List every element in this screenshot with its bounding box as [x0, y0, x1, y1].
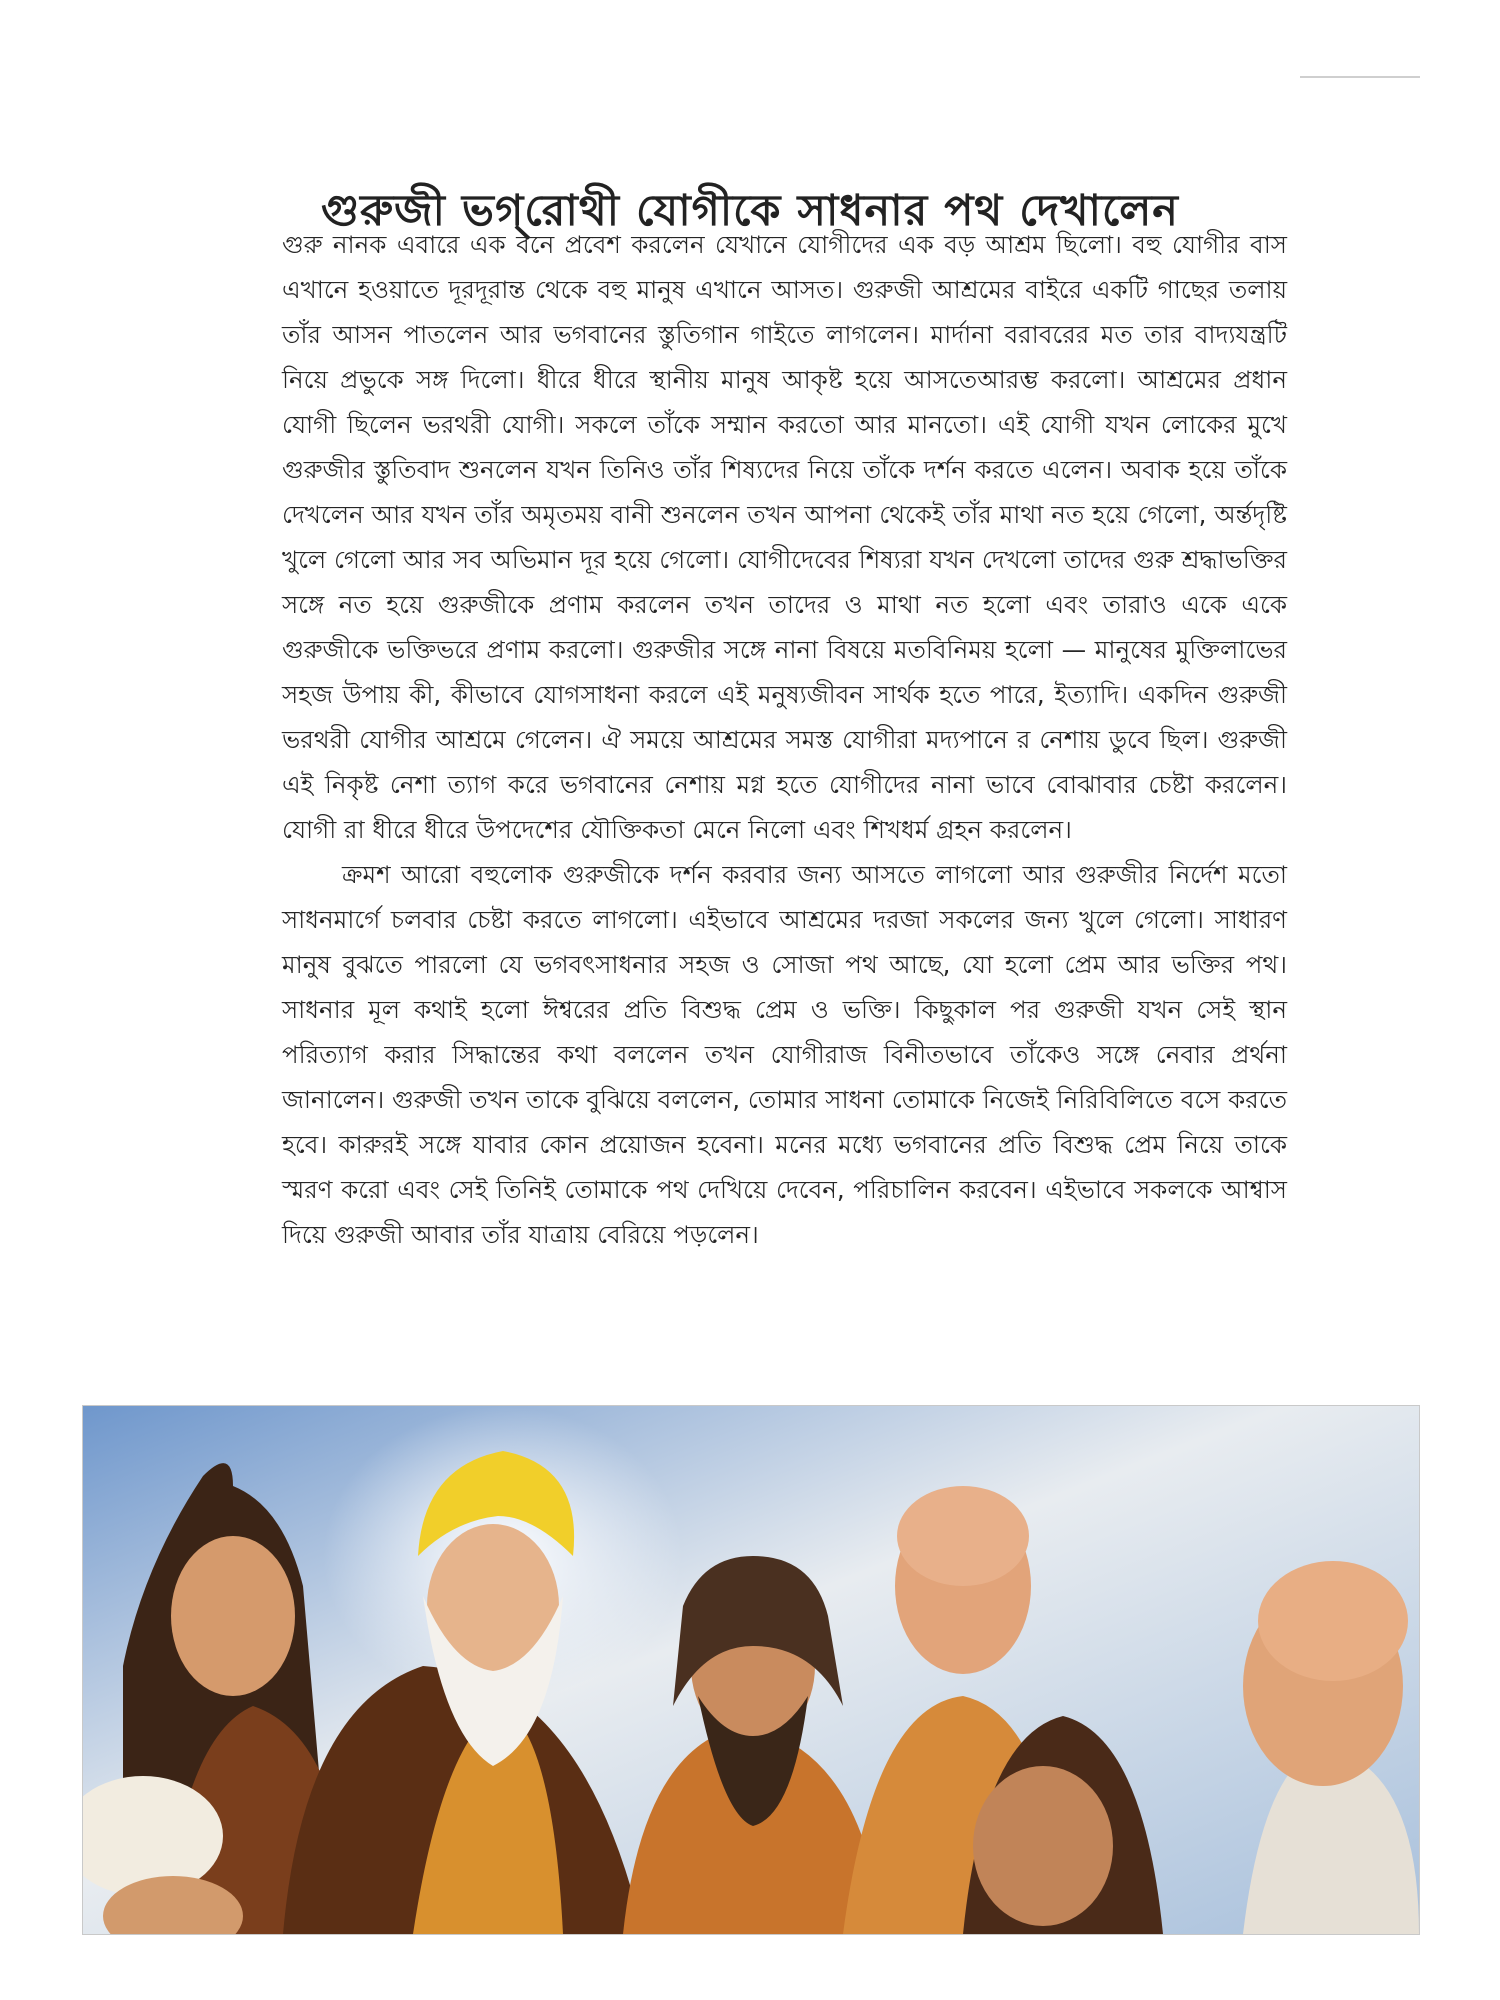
paragraph-2: ক্রমশ আরো বহুলোক গুরুজীকে দর্শন করবার জন্য আসতে লাগলো আর গুরুজীর নির্দেশ মতো সাধনমার্গে চলবার চেষ্টা করতে লাগলো। এইভাবে আশ্রমের দরজা সকলের জন্য খুলে গেলো। সাধারণ মানুষ বুঝতে পারলো যে ভগবৎসাধনার সহজ ও সোজা পথ আছে, যো হলো প্রেম আর ভক্তির পথ। সাধনার মূল কথাই হলো ঈশ্বরের প্রতি বিশুদ্ধ প্রেম ও ভক্তি। কিছুকাল পর গুরুজী যখন সেই স্থান পরিত্যাগ করার সিদ্ধান্তের কথা বললেন তখন যোগীরাজ বিনীতভাবে তাঁকেও সঙ্গে নেবার প্রর্থনা জানালেন। গুরুজী তখন তাকে বুঝিয়ে বললেন, তোমার সাধনা তোমাকে নিজেই নিরিবিলিতে বসে করতে হবে। কারুরই সঙ্গে যাবার কোন প্রয়োজন হবেনা। মনের মধ্যে ভগবানের প্রতি বিশুদ্ধ প্রেম নিয়ে তাকে স্মরণ করো এবং সেই তিনিই তোমাকে পথ দেখিয়ে দেবেন, পরিচালিন করবেন। এইভাবে সকলকে আশ্বাস দিয়ে গুরুজী আবার তাঁর যাত্রায় বেরিয়ে পড়লেন। [282, 860, 1287, 1249]
illustration-guru-with-yogis [82, 1405, 1420, 1935]
page-title: গুরুজী ভগ্‌রোথী যোগীকে সাধনার পথ দেখালেন [321, 185, 1179, 236]
body-text [282, 222, 1287, 1257]
paragraph-1: গুরু নানক এবারে এক বনে প্রবেশ করলেন যেখানে যোগীদের এক বড় আশ্রম ছিলো। বহু যোগীর বাস এখানে হওয়াতে দূরদূরান্ত থেকে বহু মানুষ এখানে আসত। গুরুজী আশ্রমের বাইরে একটি গাছের তলায় তাঁর আসন পাতলেন আর ভগবানের স্তুতিগান গাইতে লাগলেন। মার্দানা বরাবরের মত তার বাদ্যযন্ত্রটি নিয়ে প্রভুকে সঙ্গ দিলো। ধীরে ধীরে স্থানীয় মানুষ আকৃষ্ট হয়ে আসতেআরম্ভ করলো। আশ্রমের প্রধান যোগী ছিলেন ভরথরী যোগী। সকলে তাঁকে সম্মান করতো আর মানতো। এই যোগী যখন লোকের মুখে গুরুজীর স্তুতিবাদ শুনলেন যখন তিনিও তাঁর শিষ্যদের নিয়ে তাঁকে দর্শন করতে এলেন। অবাক হয়ে তাঁকে দেখলেন আর যখন তাঁর অমৃতময় বানী শুনলেন তখন আপনা থেকেই তাঁর মাথা নত হয়ে গেলো, অর্ন্তদৃষ্টি খুলে গেলো আর সব অভিমান দূর হয়ে গেলো। যোগীদেবের শিষ্যরা যখন দেখলো তাদের গুরু শ্রদ্ধাভক্তির সঙ্গে নত হয়ে গুরুজীকে প্রণাম করলেন তখন তাদের ও মাথা নত হলো এবং তারাও একে একে গুরুজীকে ভক্তিভরে প্রণাম করলো। গুরুজীর সঙ্গে নানা বিষয়ে মতবিনিময় হলো — মানুষের মুক্তিলাভের সহজ উপায় কী, কীভাবে যোগসাধনা করলে এই মনুষ্যজীবন সার্থক হতে পারে, ইত্যাদি। একদিন গুরুজী ভরথরী যোগীর আশ্রমে গেলেন। ঐ সময়ে আশ্রমের সমস্ত যোগীরা মদ্যপানে র নেশায় ডুবে ছিল। গুরুজী এই নিকৃষ্ট নেশা ত্যাগ করে ভগবানের নেশায় মগ্ন হতে যোগীদের নানা ভাবে বোঝাবার চেষ্টা করলেন। যোগী রা ধীরে ধীরে উপদেশের যৌক্তিকতা মেনে নিলো এবং শিখধর্ম গ্রহন করলেন। [282, 230, 1287, 844]
top-margin-rule [1300, 76, 1420, 78]
